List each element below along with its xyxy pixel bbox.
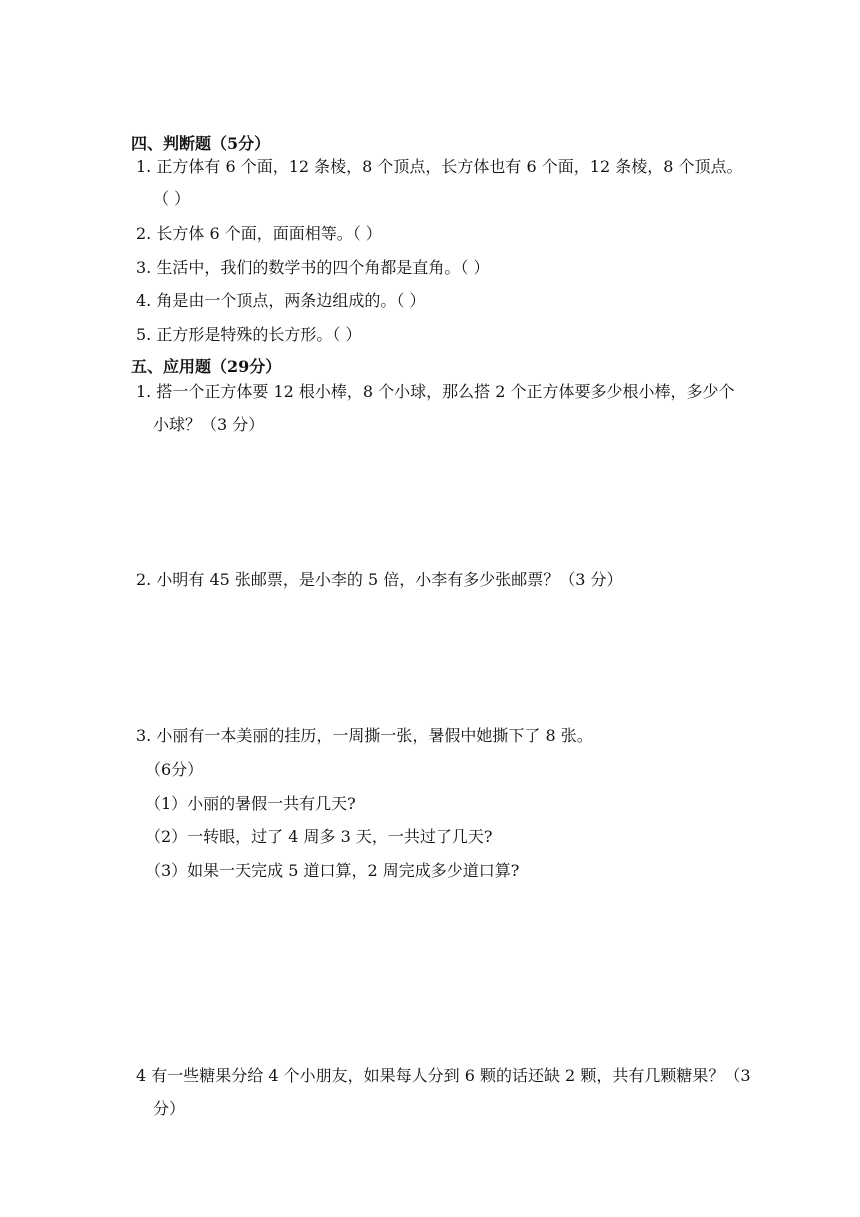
- section-heading-judgment: 四、判断题（5分）: [131, 134, 271, 153]
- application-question-3-sub-2: （2）一转眼，过了 4 周多 3 天，一共过了几天?: [145, 827, 493, 846]
- judgment-question-2: 2. 长方体 6 个面，面面相等。（ ）: [136, 224, 382, 243]
- application-question-1-line-2: 小球？（3 分）: [153, 415, 265, 434]
- judgment-question-3: 3. 生活中，我们的数学书的四个角都是直角。（ ）: [136, 258, 490, 277]
- application-question-2: 2. 小明有 45 张邮票，是小李的 5 倍，小李有多少张邮票？（3 分）: [136, 570, 623, 589]
- application-question-3-sub-1: （1）小丽的暑假一共有几天?: [145, 794, 356, 813]
- application-question-4-line-1: 4 有一些糖果分给 4 个小朋友，如果每人分到 6 颗的话还缺 2 颗，共有几颗糖果？（3: [136, 1066, 751, 1085]
- application-question-4-line-2: 分）: [153, 1099, 186, 1118]
- application-question-3-line-1: 3. 小丽有一本美丽的挂历，一周撕一张，暑假中她撕下了 8 张。: [136, 726, 593, 745]
- section-heading-application: 五、应用题（29分）: [131, 357, 282, 376]
- judgment-question-4: 4. 角是由一个顶点，两条边组成的。（ ）: [136, 291, 426, 310]
- judgment-question-1-answer-blank: （ ）: [153, 189, 191, 208]
- application-question-3-sub-3: （3）如果一天完成 5 道口算，2 周完成多少道口算?: [145, 861, 520, 880]
- judgment-question-5: 5. 正方形是特殊的长方形。（ ）: [136, 325, 362, 344]
- judgment-question-1-line-1: 1. 正方体有 6 个面，12 条棱，8 个顶点，长方体也有 6 个面，12 条棱，8 个顶点。: [136, 157, 743, 176]
- application-question-1-line-1: 1. 搭一个正方体要 12 根小棒，8 个小球，那么搭 2 个正方体要多少根小棒，多少个: [136, 382, 735, 401]
- application-question-3-points: （6分）: [145, 760, 204, 779]
